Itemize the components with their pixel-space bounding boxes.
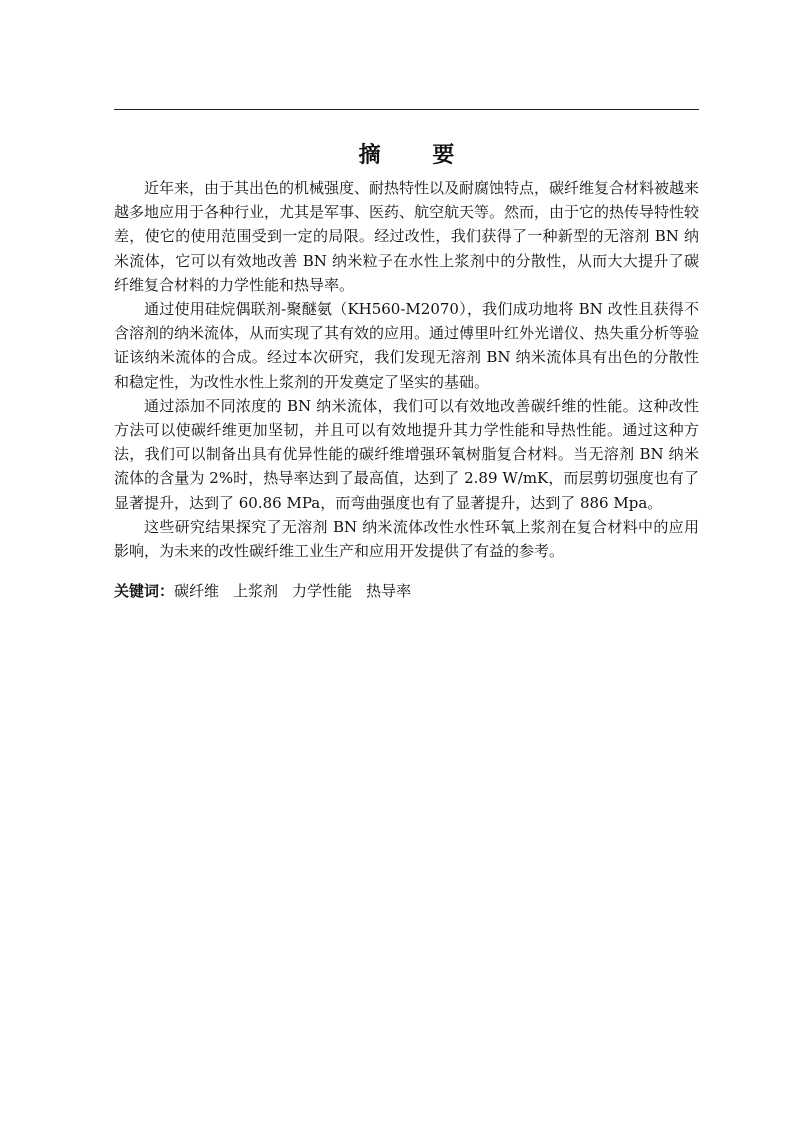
abstract-title: 摘 要 [358,142,477,168]
keyword: 碳纤维 [174,582,220,601]
abstract-body [114,176,699,603]
keywords-line [114,579,699,603]
keyword: 热导率 [366,582,412,601]
abstract-paragraph-2: 通过使用硅烷偶联剂-聚醚氨（KH560-M2070），我们成功地将 BN 改性且获得不含溶剂的纳米流体，从而实现了其有效的应用。通过傅里叶红外光谱仪、热失重分析等验证该纳米流体的合成。经过本次研究，我们发现无溶剂 BN 纳米流体具有出色的分散性和稳定性，为改性水性上浆剂的开发奠定了坚实的基础。 [114,300,700,391]
header-rule [114,109,699,110]
abstract-paragraph-3: 通过添加不同浓度的 BN 纳米流体，我们可以有效地改善碳纤维的性能。这种改性方法可以使碳纤维更加坚韧，并且可以有效地提升其力学性能和导热性能。通过这种方法，我们可以制备出具有优异性能的碳纤维增强环氧树脂复合材料。当无溶剂 BN 纳米流体的含量为 2%时，热导率达到了最高值，达到了 2.89 W/mK，而层剪切强度也有了显著提升，达到了 60.86 MPa，而弯曲强度也有了显著提升，达到了 886 Mpa。 [114,396,699,512]
keywords-label: 关键词： [114,582,175,601]
abstract-paragraph-1: 近年来，由于其出色的机械强度、耐热特性以及耐腐蚀特点，碳纤维复合材料被越来越多地应用于各种行业，尤其是军事、医药、航空航天等。然而，由于它的热传导特性较差，使它的使用范围受到一定的局限。经过改性，我们获得了一种新型的无溶剂 BN 纳米流体，它可以有效地改善 BN 纳米粒子在水性上浆剂中的分散性，从而大大提升了碳纤维复合材料的力学性能和热导率。 [114,179,700,294]
keyword: 上浆剂 [233,582,279,601]
keyword: 力学性能 [292,582,353,601]
abstract-paragraph-4: 这些研究结果探究了无溶剂 BN 纳米流体改性水性环氧上浆剂在复合材料中的应用影响，为未来的改性碳纤维工业生产和应用开发提供了有益的参考。 [114,517,699,561]
